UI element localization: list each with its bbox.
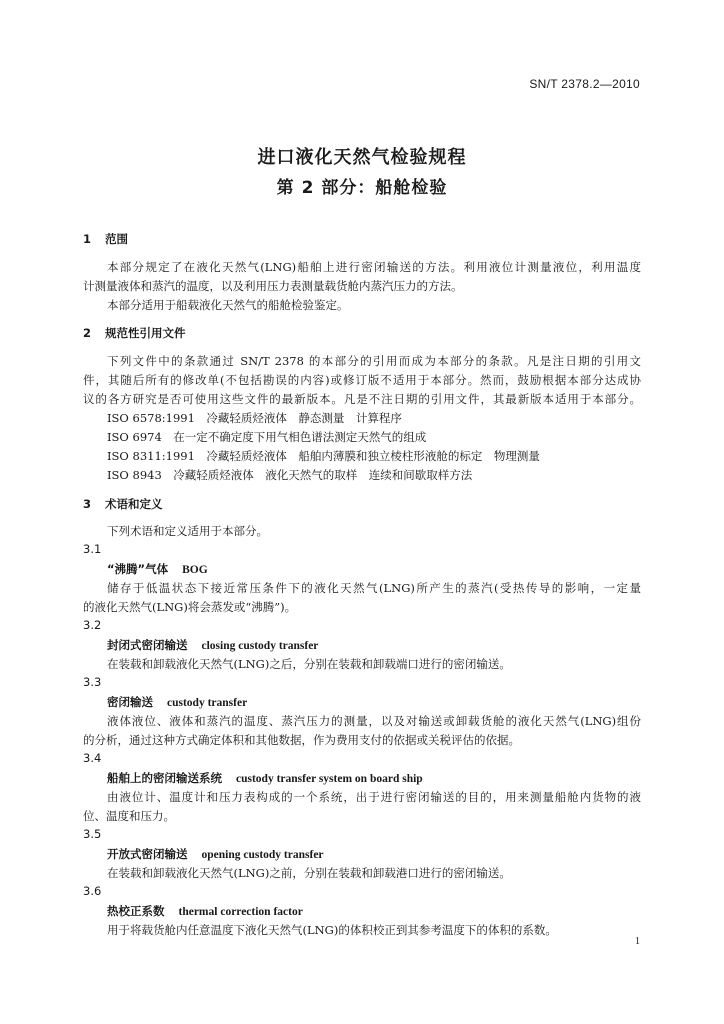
term-english: thermal correction factor	[178, 906, 303, 918]
term-definition-line: 位、温度和压力。	[83, 809, 175, 823]
term-definition-line: 的分析，通过这种方式确定体积和其他数据，作为费用支付的依据或关税评估的依据。	[83, 733, 520, 747]
term-number: 3.6	[83, 884, 102, 898]
term-chinese: “沸腾”气体	[107, 562, 169, 576]
paragraph-line: 计测量液体和蒸汽的温度，以及利用压力表测量载货舱内蒸汽压力的方法。	[83, 279, 463, 293]
paragraph-line: 下列术语和定义适用于本部分。	[107, 524, 268, 538]
term-english: custody transfer system on board ship	[236, 773, 423, 785]
term-entry	[107, 770, 423, 786]
term-definition-line: 的液化天然气(LNG)将会蒸发或“沸腾”)。	[83, 600, 297, 614]
paragraph-line: 议的各方研究是否可使用这些文件的最新版本。凡是不注日期的引用文件，其最新版本适用于本部分。	[83, 392, 641, 406]
term-english: custody transfer	[167, 697, 248, 709]
section-heading-1	[83, 231, 128, 247]
term-chinese: 船舶上的密闭输送系统	[107, 771, 222, 785]
section-title: 范围	[105, 232, 128, 246]
term-chinese: 热校正系数	[107, 904, 165, 918]
paragraph-line: 本部分规定了在液化天然气(LNG)船舶上进行密闭输送的方法。利用液位计测量液位，利用温度	[107, 260, 641, 274]
term-chinese: 封闭式密闭输送	[107, 638, 188, 652]
section-number: 1	[83, 232, 92, 246]
page-number: 1	[635, 936, 640, 947]
term-english: opening custody transfer	[201, 849, 324, 861]
normative-reference: ISO 8943 冷藏轻质烃液体 液化天然气的取样 连续和间歇取样方法	[107, 468, 473, 482]
term-entry	[107, 694, 247, 710]
document-title: 进口液化天然气检验规程	[257, 147, 467, 168]
term-english: closing custody transfer	[201, 640, 319, 652]
term-definition-line: 由液位计、温度计和压力表构成的一个系统，出于进行密闭输送的目的，用来测量船舱内货物的液	[107, 790, 641, 804]
section-title: 规范性引用文件	[105, 326, 186, 340]
term-definition-line: 储存于低温状态下接近常压条件下的液化天然气(LNG)所产生的蒸汽(受热传导的影响，一定量	[107, 581, 641, 595]
section-heading-2	[83, 325, 186, 341]
section-heading-3	[83, 496, 163, 512]
normative-reference: ISO 6578:1991 冷藏轻质烃液体 静态测量 计算程序	[107, 411, 402, 425]
term-number: 3.4	[83, 751, 102, 765]
term-entry	[107, 637, 318, 653]
term-definition-line: 用于将载货舱内任意温度下液化天然气(LNG)的体积校正到其参考温度下的体积的系数。	[107, 923, 557, 937]
term-chinese: 密闭输送	[107, 695, 153, 709]
document-subtitle: 第 2 部分：船舱检验	[276, 178, 448, 198]
term-entry	[107, 846, 324, 862]
paragraph-line: 下列文件中的条款通过 SN/T 2378 的本部分的引用而成为本部分的条款。凡是注日期的引用文	[107, 354, 641, 368]
term-entry	[107, 561, 208, 577]
term-english: BOG	[182, 564, 208, 576]
section-number: 3	[83, 497, 92, 511]
term-number: 3.5	[83, 827, 102, 841]
term-definition-line: 在装载和卸载液化天然气(LNG)之后，分别在装载和卸载端口进行的密闭输送。	[107, 657, 511, 671]
term-definition-line: 液体液位、液体和蒸汽的温度、蒸汽压力的测量，以及对输送或卸载货舱的液化天然气(LNG)组份	[107, 714, 641, 728]
term-definition-line: 在装载和卸载液化天然气(LNG)之前，分别在装载和卸载港口进行的密闭输送。	[107, 866, 511, 880]
term-chinese: 开放式密闭输送	[107, 847, 188, 861]
paragraph-line: 本部分适用于船载液化天然气的船舱检验鉴定。	[107, 298, 349, 312]
term-entry	[107, 903, 303, 919]
term-number: 3.3	[83, 675, 102, 689]
section-title: 术语和定义	[105, 497, 163, 511]
normative-reference: ISO 8311:1991 冷藏轻质烃液体 船舶内薄膜和独立棱柱形液舱的标定 物理测量	[107, 449, 540, 463]
document-code: SN/T 2378.2—2010	[529, 77, 640, 91]
section-number: 2	[83, 326, 92, 340]
term-number: 3.2	[83, 618, 102, 632]
term-number: 3.1	[83, 542, 102, 556]
normative-reference: ISO 6974 在一定不确定度下用气相色谱法测定天然气的组成	[107, 430, 427, 444]
paragraph-line: 件，其随后所有的修改单(不包括勘误的内容)或修订版不适用于本部分。然而，鼓励根据本部分达成协	[83, 373, 641, 387]
